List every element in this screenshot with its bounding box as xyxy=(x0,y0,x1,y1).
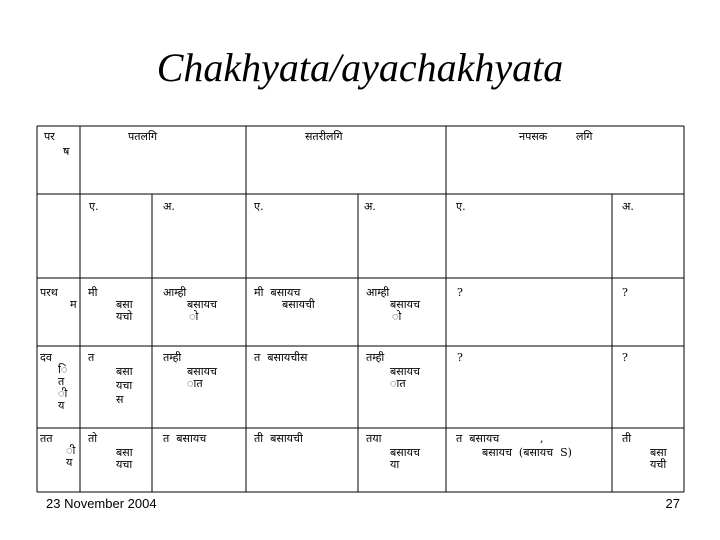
person-label: परथ xyxy=(40,286,58,299)
table-cell: बसायच xyxy=(390,446,420,459)
table-cell: तम्ही xyxy=(366,351,385,364)
table-cell: ? xyxy=(622,351,628,364)
number-header: ए. xyxy=(254,200,264,213)
table-cell: ? xyxy=(622,286,628,299)
slide-title: Chakhyata/ayachakhyata xyxy=(156,45,564,90)
person-label: ी xyxy=(58,387,68,400)
gender-masculine-header: पतलगि xyxy=(128,130,158,143)
corner-label: ष xyxy=(63,145,70,158)
table-cell: ती xyxy=(622,432,632,445)
gender-neuter-header: लगि xyxy=(576,130,593,143)
gender-feminine-header: सतरीलगि xyxy=(305,130,343,143)
table-cell: ात xyxy=(390,377,406,390)
table-cell: , xyxy=(540,432,544,445)
table-cell: यचो xyxy=(116,310,133,323)
table-cell: या xyxy=(390,458,400,471)
table-cell: ात xyxy=(187,377,203,390)
footer-date: 23 November 2004 xyxy=(46,496,157,511)
gender-neuter-header: नपसक xyxy=(519,130,548,143)
table-cell: ? xyxy=(457,351,463,364)
table-cell: बसायच (बसायच S) xyxy=(482,446,572,459)
number-header: ए. xyxy=(456,200,466,213)
table-cell: आम्ही xyxy=(366,286,390,299)
table-cell: त बसायचीस xyxy=(254,351,308,364)
table-cell: तम्ही xyxy=(163,351,182,364)
table-cell: यची xyxy=(650,458,667,471)
table-cell: त xyxy=(88,351,95,364)
person-label: ि xyxy=(58,363,68,376)
table-cell: बसा xyxy=(650,446,667,459)
table-cell: यचा xyxy=(116,458,133,471)
table-cell: आम्ही xyxy=(163,286,187,299)
table-cell: बसा xyxy=(116,365,133,378)
number-header: अ. xyxy=(364,200,376,213)
table-cell: ती बसायची xyxy=(254,432,303,445)
person-label: तत xyxy=(40,432,53,445)
table-cell: ो xyxy=(189,310,199,323)
table-cell: त बसायच xyxy=(456,432,500,445)
table-cell: मी बसायच xyxy=(254,286,301,299)
table-cell: बसायच xyxy=(187,365,217,378)
table-cell: बसायच xyxy=(187,298,217,311)
table-cell: बसा xyxy=(116,446,133,459)
table-cell: तो xyxy=(88,432,98,445)
corner-label: पर xyxy=(44,130,55,143)
person-label: ी xyxy=(66,444,76,457)
table-cell: बसायची xyxy=(282,298,315,311)
page-number: 27 xyxy=(665,496,680,511)
table-cell: ? xyxy=(457,286,463,299)
table-cell: त बसायच xyxy=(163,432,207,445)
table-cell: तया xyxy=(366,432,382,445)
person-label: य xyxy=(58,399,65,412)
person-label: य xyxy=(66,456,73,469)
person-label: म xyxy=(70,298,77,311)
table-cell: बसायच xyxy=(390,298,420,311)
number-header: अ. xyxy=(163,200,175,213)
number-header: अ. xyxy=(622,200,634,213)
table-cell: बसायच xyxy=(390,365,420,378)
person-label: त xyxy=(58,375,65,388)
table-cell: स xyxy=(116,393,124,406)
table-cell: यचा xyxy=(116,379,133,392)
table-cell: मी xyxy=(88,286,98,299)
person-label: दव xyxy=(40,351,52,364)
number-header: ए. xyxy=(89,200,99,213)
table-cell: ो xyxy=(392,310,402,323)
table-cell: बसा xyxy=(116,298,133,311)
